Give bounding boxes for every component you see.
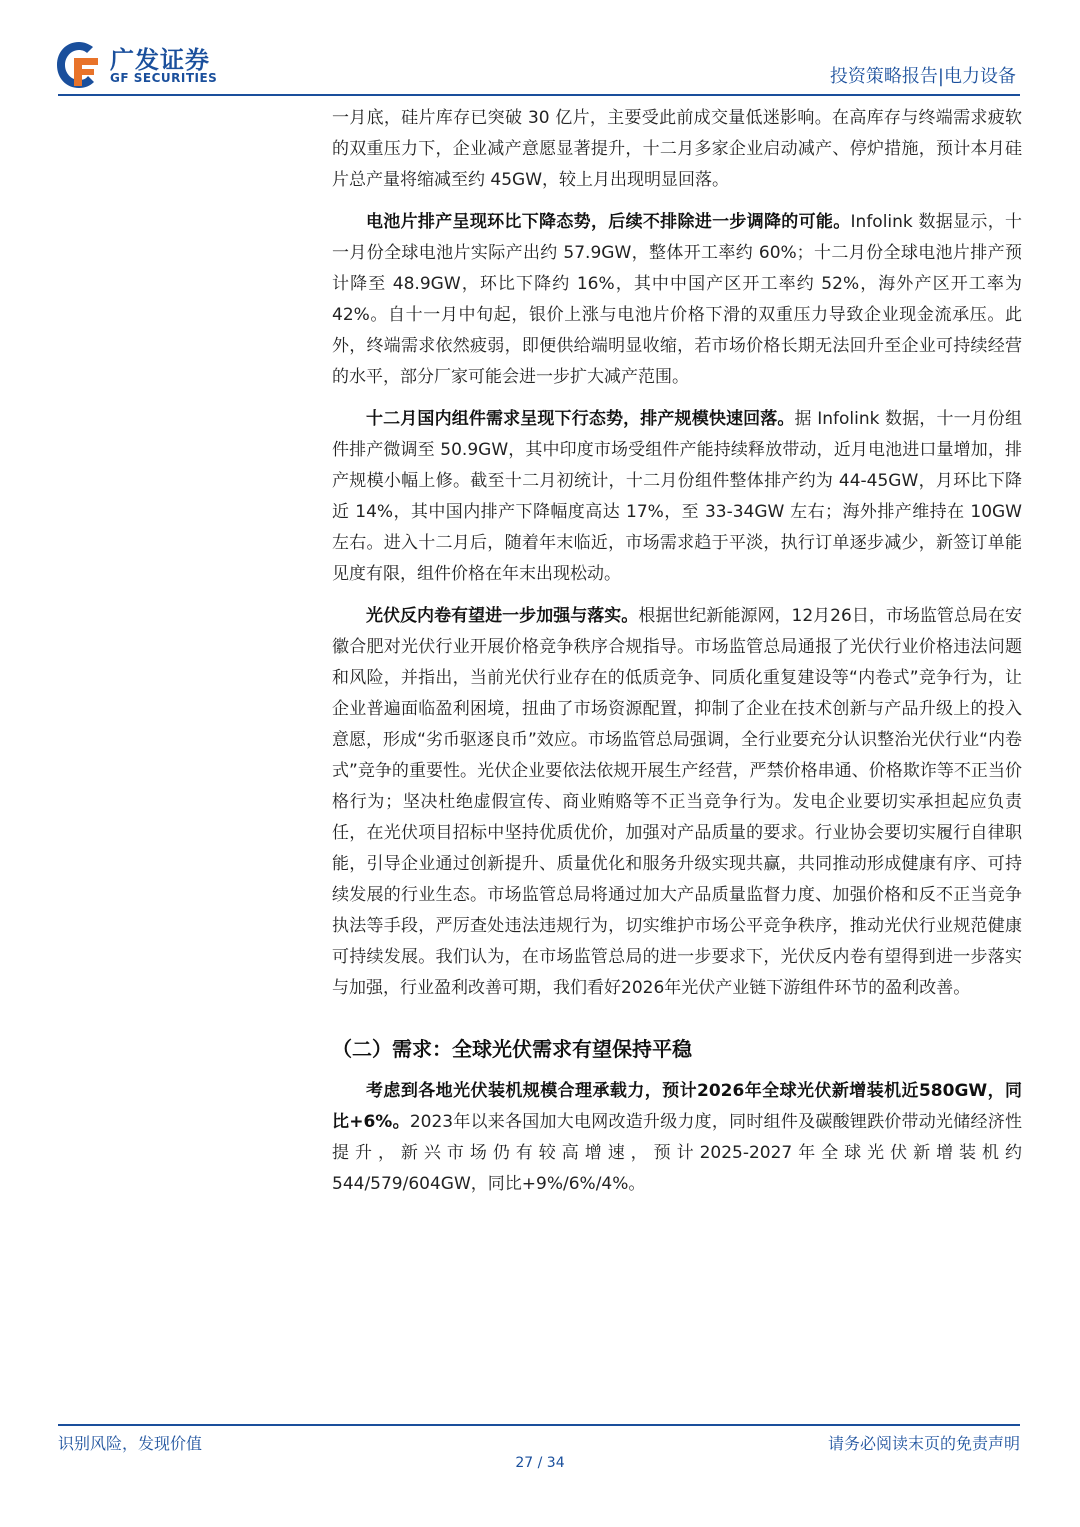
report-body <box>332 103 1022 1211</box>
paragraph-text: 据 Infolink 数据，十一月份组件排产微调至 50.9GW，其中印度市场受组件产能持续释放带动，近月电池进口量增加，排产规模小幅上修。截至十二月初统计，十二月份组件整体排产约为 44-45GW，月环比下降近 14%，其中国内排产下降幅度高达 17%，至 33-34GW 左右；海外排产维持在 10GW 左右。进入十二月后，随着年末临近，市场需求趋于平淡，执行订单逐步减少，新签订单能见度有限，组件价格在年末出现松动。 <box>332 409 1023 584</box>
paragraph-lead: 电池片排产呈现环比下降态势，后续不排除进一步调降的可能。 <box>366 212 851 232</box>
paragraph-lead: 十二月国内组件需求呈现下行态势，排产规模快速回落。 <box>366 409 795 429</box>
paragraph-module-demand <box>332 404 1022 590</box>
section-heading: （二）需求：全球光伏需求有望保持平稳 <box>332 1037 692 1061</box>
paragraph-lead: 考虑到各地光伏装机规模合理承载力，预计2026年全球光伏新增装机近580GW，同比+6%。 <box>332 1081 1022 1132</box>
paragraph-text: Infolink 数据显示，十一月份全球电池片实际产出约 57.9GW，整体开工率约 60%；十二月份全球电池片排产预计降至 48.9GW，环比下降约 16%，其中中国产区开工率约 52%，海外产区开工率为 42%。自十一月中旬起，银价上涨与电池片价格下滑的双重压力导致企业现金流承压。此外，终端需求依然疲弱，即便供给端明显收缩，若市场价格长期无法回升至企业可持续经营的水平，部分厂家可能会进一步扩大减产范围。 <box>332 212 1022 387</box>
brand-name-en: GF SECURITIES <box>110 71 218 85</box>
paragraph-text: 2023年以来各国加大电网改造升级力度，同时组件及碳酸锂跌价带动光储经济性提升，新兴市场仍有较高增速，预计2025-2027年全球光伏新增装机约544/579/604GW，同比+9%/6%/4%。 <box>332 1112 1022 1194</box>
footer-divider <box>58 1424 1020 1426</box>
gf-securities-logo <box>52 36 242 92</box>
brand-name-cn: 广发证券 <box>110 46 210 74</box>
gf-logo-icon <box>52 38 106 92</box>
header-divider <box>58 94 1020 96</box>
footer-slogan: 识别风险，发现价值 <box>58 1434 203 1453</box>
page-header <box>52 36 1032 92</box>
paragraph-wafer-inventory: 一月底，硅片库存已突破 30 亿片，主要受此前成交量低迷影响。在高库存与终端需求疲软的双重压力下，企业减产意愿显著提升，十二月多家企业启动减产、停炉措施，预计本月硅片总产量将缩减至约 45GW，较上月出现明显回落。 <box>332 108 1022 190</box>
paragraph-anti-involution <box>332 601 1022 1004</box>
footer-disclaimer-link: 请务必阅读末页的免责声明 <box>827 1434 1020 1453</box>
report-category: 投资策略报告|电力设备 <box>829 66 1016 87</box>
page-number: 27 / 34 <box>515 1455 565 1471</box>
paragraph-text: 根据世纪新能源网，12月26日，市场监管总局在安徽合肥对光伏行业开展价格竞争秩序合规指导。市场监管总局通报了光伏行业价格违法问题和风险，并指出，当前光伏行业存在的低质竞争、同质化重复建设等“内卷式”竞争行为，让企业普遍面临盈利困境，扭曲了市场资源配置，抑制了企业在技术创新与产品升级上的投入意愿，形成“劣币驱逐良币”效应。市场监管总局强调，全行业要充分认识整治光伏行业“内卷式”竞争的重要性。光伏企业要依法依规开展生产经营，严禁价格串通、价格欺诈等不正当价格行为；坚决杜绝虚假宣传、商业贿赂等不正当竞争行为。发电企业要切实承担起应负责任，在光伏项目招标中坚持优质优价，加强对产品质量的要求。行业协会要切实履行自律职能，引导企业通过创新提升、质量优化和服务升级实现共赢，共同推动形成健康有序、可持续发展的行业生态。市场监管总局将通过加大产品质量监督力度、加强价格和反不正当竞争执法等手段，严厉查处违法违规行为，切实维护市场公平竞争秩序，推动光伏行业规范健康可持续发展。我们认为，在市场监管总局的进一步要求下，光伏反内卷有望得到进一步落实与加强，行业盈利改善可期，我们看好2026年光伏产业链下游组件环节的盈利改善。 <box>332 606 1023 998</box>
paragraph-global-demand <box>332 1076 1022 1200</box>
paragraph-lead: 光伏反内卷有望进一步加强与落实。 <box>366 606 639 626</box>
paragraph-cell-production <box>332 207 1022 393</box>
